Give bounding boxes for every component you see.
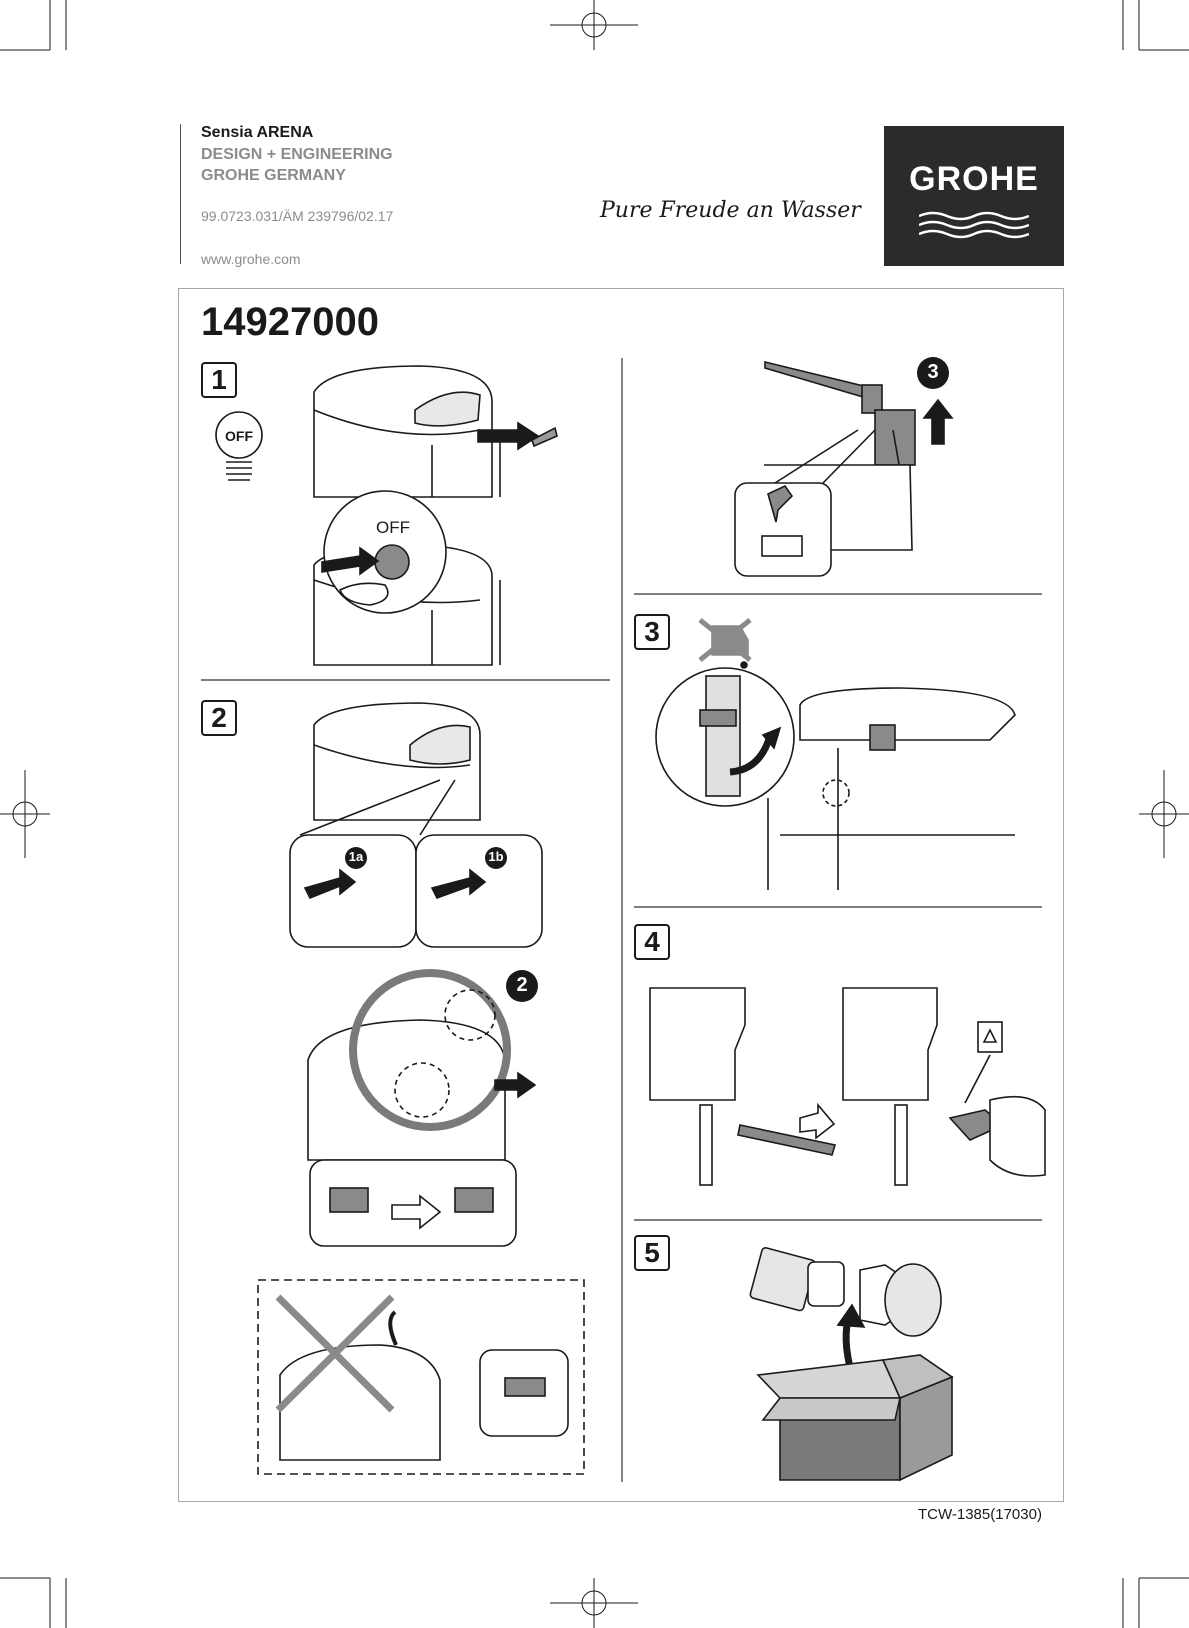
- product-name: Sensia ARENA: [201, 124, 314, 141]
- crop-mark-icon: [0, 0, 66, 50]
- document-reference: 99.0723.031/ÄM 239796/02.17: [201, 208, 394, 224]
- logo-text: GROHE: [909, 160, 1039, 198]
- step-5-badge: 5: [634, 1235, 670, 1271]
- switch-off-label: OFF: [376, 518, 410, 537]
- website-link[interactable]: www.grohe.com: [201, 251, 301, 267]
- sub-step-1a: 1a: [348, 849, 364, 864]
- circle-step-3: 3: [927, 361, 939, 383]
- footer-code: TCW-1385(17030): [918, 1506, 1042, 1523]
- wave-icon: [919, 210, 1029, 240]
- step-1-badge: 1: [201, 362, 237, 398]
- grohe-germany-line: GROHE GERMANY: [201, 167, 346, 184]
- header-rule: [180, 124, 181, 264]
- bulb-off-label: OFF: [225, 428, 253, 444]
- circle-step-2: 2: [516, 974, 528, 996]
- registration-mark-icon: [550, 1578, 638, 1628]
- instruction-frame: [178, 288, 1064, 1502]
- brand-slogan: Pure Freude an Wasser: [600, 198, 861, 223]
- step-3-badge: 3: [634, 614, 670, 650]
- sub-step-1b: 1b: [488, 849, 504, 864]
- product-number: 14927000: [201, 300, 379, 344]
- registration-mark-icon: [0, 770, 50, 858]
- step-4-badge: 4: [634, 924, 670, 960]
- crop-mark-icon: [1123, 0, 1189, 50]
- crop-mark-icon: [0, 1578, 66, 1628]
- design-engineering-line: DESIGN + ENGINEERING: [201, 146, 393, 163]
- crop-mark-icon: [1123, 1578, 1189, 1628]
- registration-mark-icon: [1139, 770, 1189, 858]
- registration-mark-icon: [550, 0, 638, 50]
- grohe-logo: [884, 126, 1064, 266]
- step-2-badge: 2: [201, 700, 237, 736]
